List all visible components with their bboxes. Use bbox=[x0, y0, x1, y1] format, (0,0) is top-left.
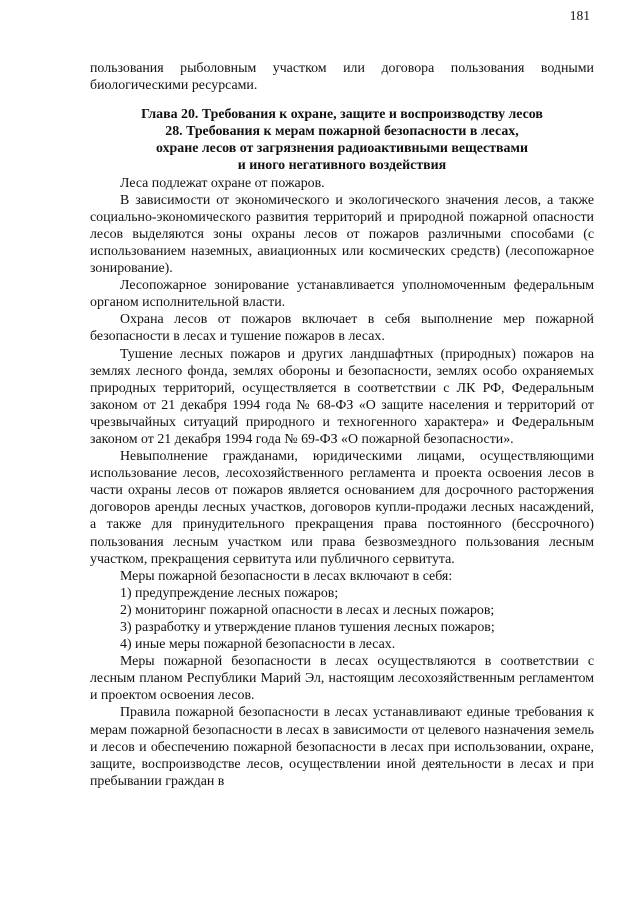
chapter-title: Глава 20. Требования к охране, защите и воспроизводству лесов bbox=[141, 107, 543, 123]
paragraph: Меры пожарной безопасности в лесах включают в себя: bbox=[120, 568, 453, 584]
chapter-heading bbox=[90, 106, 594, 174]
section-title-line: охране лесов от загрязнения радиоактивными веществами bbox=[156, 141, 528, 157]
list-item: 4) иные меры пожарной безопасности в лесах. bbox=[120, 637, 396, 653]
paragraph: Меры пожарной безопасности в лесах осуществляются в соответствии с лесным планом Республики Марий Эл, настоящим лесохозяйственным регламентом и проектом освоения лесов. bbox=[90, 654, 594, 704]
paragraph: Правила пожарной безопасности в лесах устанавливают единые требования к мерам пожарной безопасности в лесах в зависимости от целевого назначения земель и лесов и обеспечению пожарной безопасности в лесах при использовании, охране, защите, воспроизводстве лесов, осуществлении иной деятельности в лесах и при пребывании граждан в bbox=[90, 705, 594, 789]
paragraph: Невыполнение гражданами, юридическими лицами, осуществляющими использование лесов, лесохозяйственного регламента и проекта освоения лесов в части охраны лесов от пожаров является основанием для досрочного расторжения договоров аренды лесных участков, договоров купли-продажи лесных насаждений, а также для принудительного прекращения права постоянного (бессрочного) пользования лесным участком или права безвозмездного пользования лесным участком, прекращения сервитута или публичного сервитута. bbox=[90, 449, 594, 567]
list-item: 2) мониторинг пожарной опасности в лесах и лесных пожаров; bbox=[120, 602, 495, 618]
section-title-line: и иного негативного воздействия bbox=[237, 158, 447, 174]
list-item: 1) предупреждение лесных пожаров; bbox=[120, 585, 339, 601]
page-number: 181 bbox=[569, 8, 590, 23]
section-title-line: 28. Требования к мерам пожарной безопасности в лесах, bbox=[165, 124, 519, 140]
page-content bbox=[90, 60, 594, 790]
paragraph: Леса подлежат охране от пожаров. bbox=[120, 175, 325, 191]
intro-paragraph: пользования рыболовным участком или договора пользования водными биологическими ресурсами. bbox=[90, 61, 594, 94]
paragraph: Тушение лесных пожаров и других ландшафтных (природных) пожаров на землях лесного фонда, землях обороны и безопасности, землях особо охраняемых природных территорий, осуществляется в соответствии с ЛК РФ, Федеральным законом от 21 декабря 1994 года № 68-ФЗ «О защите населения и территорий от чрезвычайных ситуаций природного и техногенного характера» и Федеральным законом от 21 декабря 1994 года № 69-ФЗ «О пожарной безопасности». bbox=[90, 346, 594, 447]
list-item: 3) разработку и утверждение планов тушения лесных пожаров; bbox=[120, 620, 495, 635]
paragraph: В зависимости от экономического и экологического значения лесов, а также социально-экономического развития территорий и природной пожарной опасности лесов выделяются зоны охраны лесов от пожаров различными способами (с использованием наземных, авиационных или космических средств) (лесопожарное зонирование). bbox=[90, 192, 594, 277]
paragraph: Лесопожарное зонирование устанавливается уполномоченным федеральным органом исполнительной власти. bbox=[90, 278, 594, 311]
paragraph: Охрана лесов от пожаров включает в себя выполнение мер пожарной безопасности в лесах и тушение пожаров в лесах. bbox=[90, 312, 594, 345]
